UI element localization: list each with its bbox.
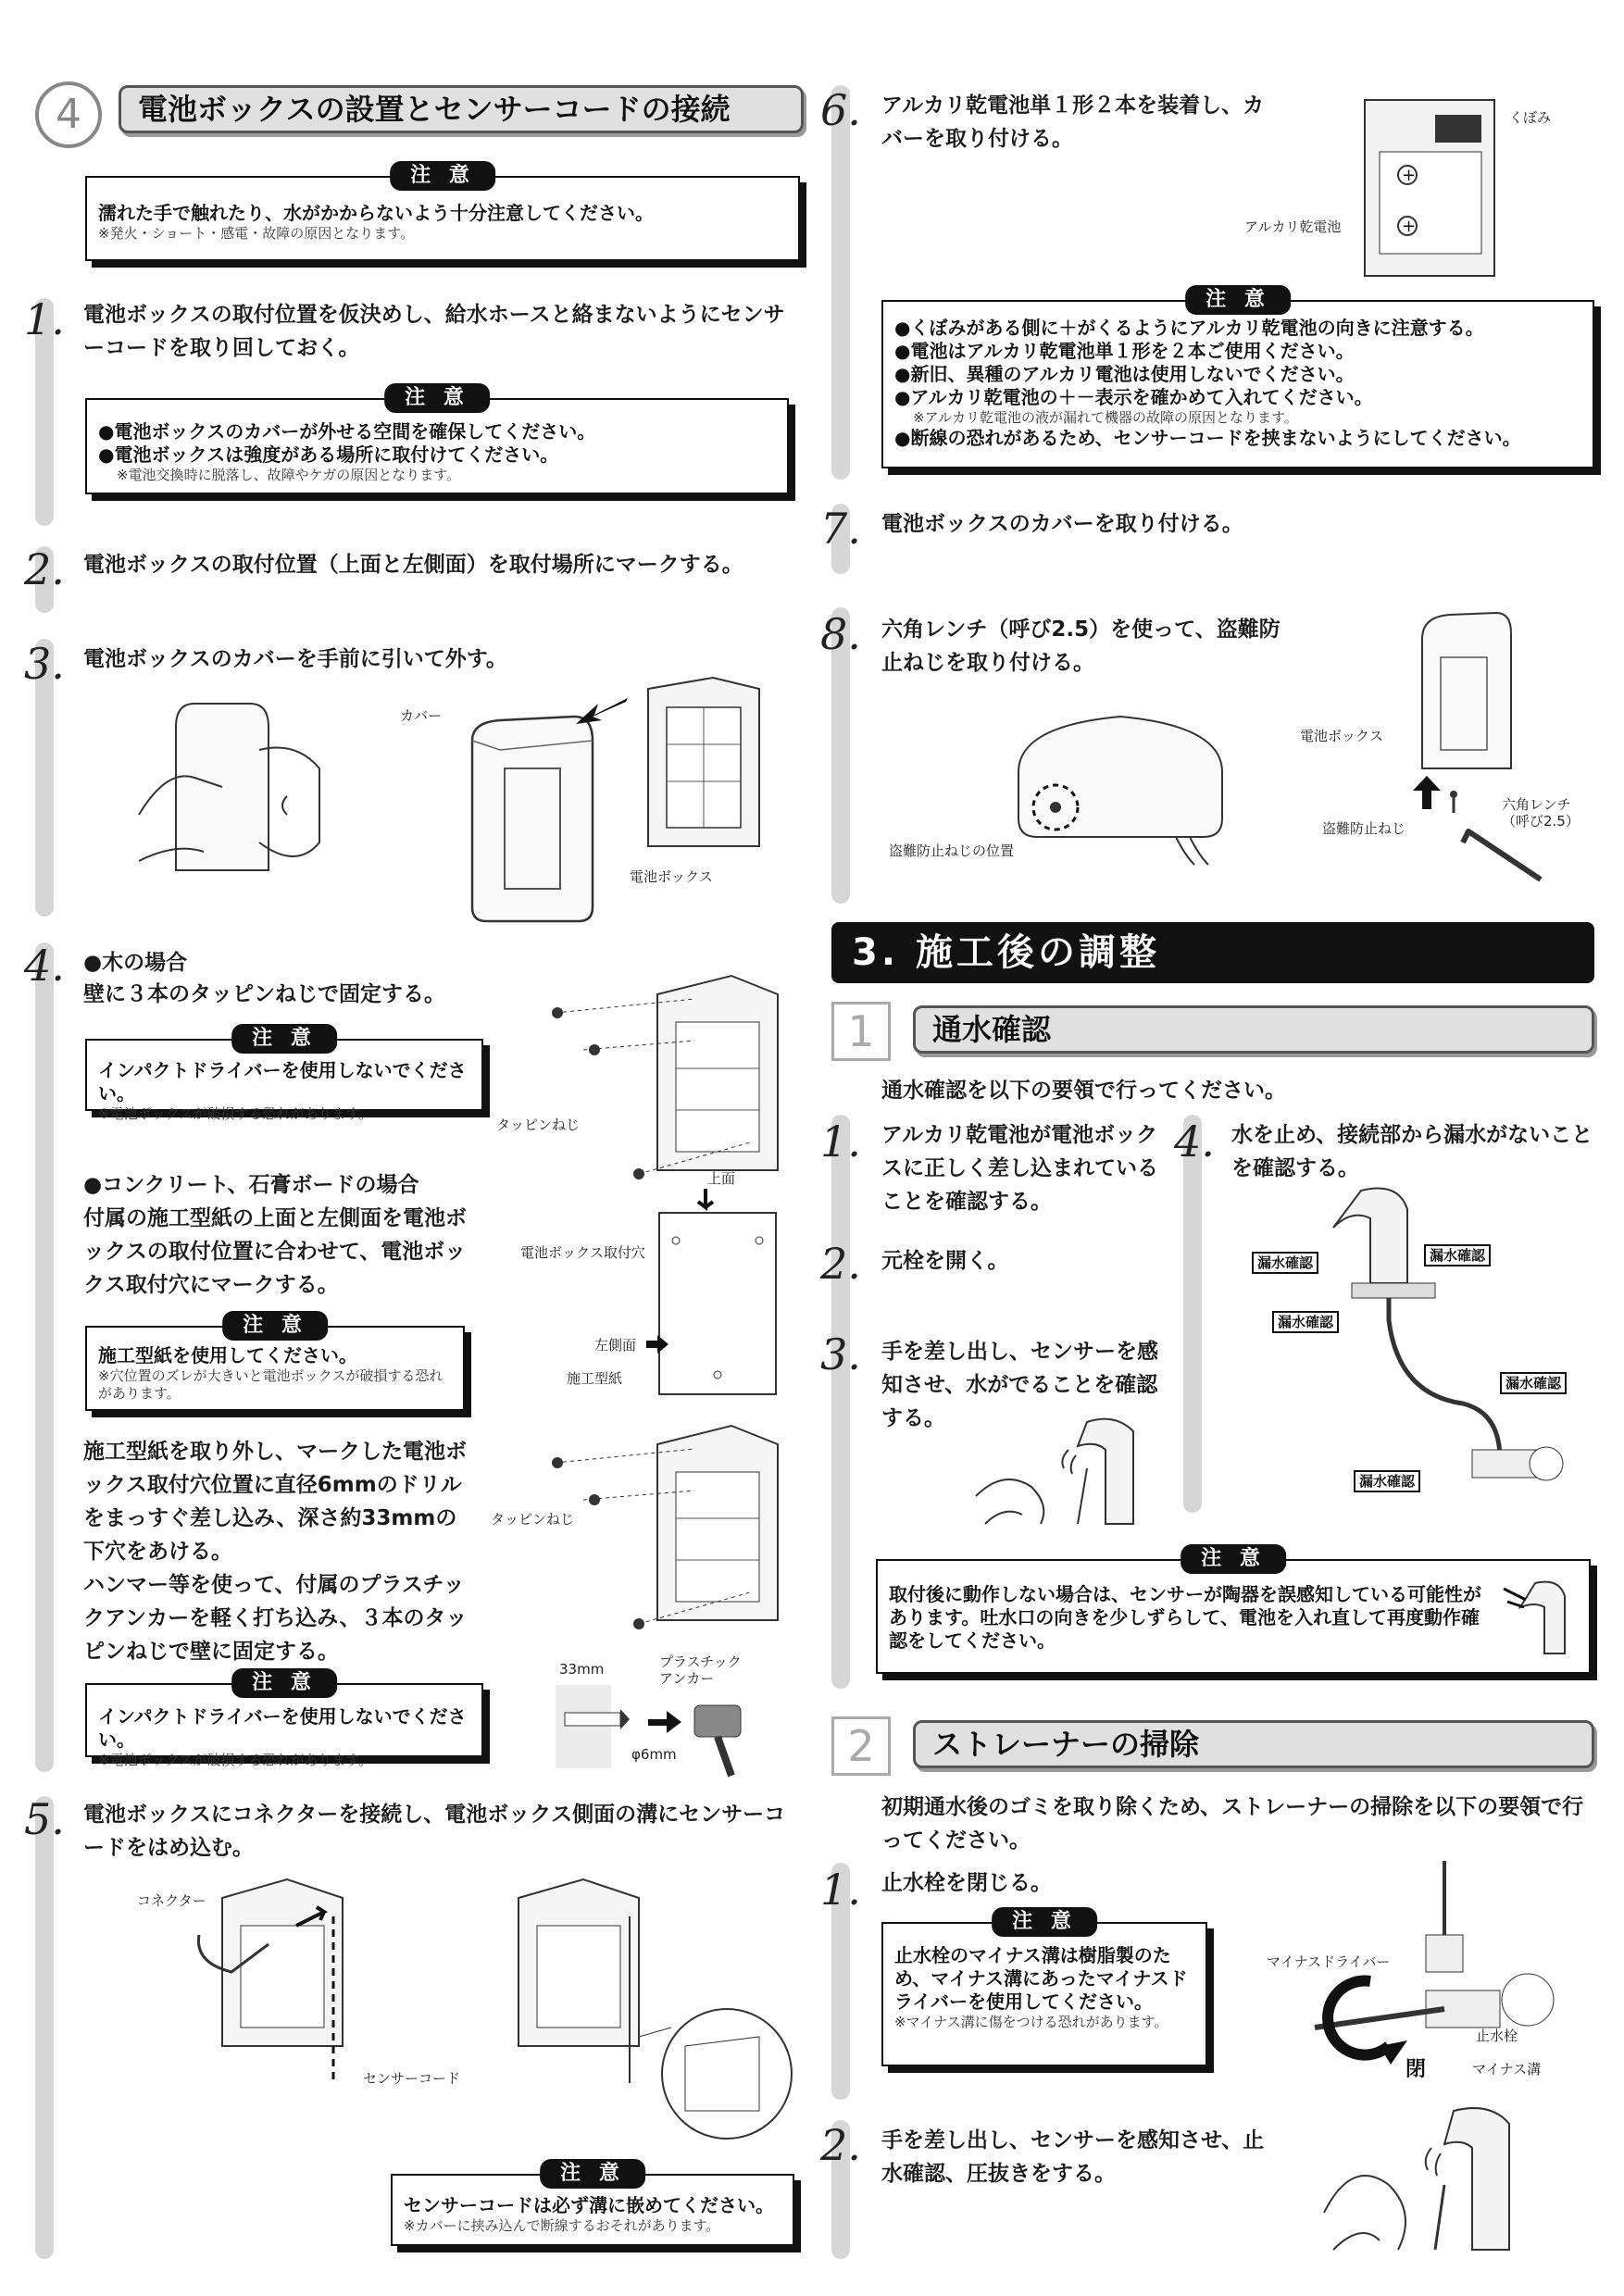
illustration-hands-cover bbox=[139, 685, 324, 898]
illustration-concrete-mount bbox=[546, 1407, 787, 1639]
label-left-side: 左側面 bbox=[594, 1337, 637, 1354]
step-number: 2. bbox=[820, 1239, 861, 1289]
arrow-right-icon bbox=[644, 1335, 668, 1354]
label-mount-hole: 電池ボックス取付穴 bbox=[520, 1244, 645, 1261]
caution-line: ●くぼみがある側に＋がくるようにアルカリ乾電池の向きに注意する。 bbox=[894, 317, 1484, 339]
step-bar bbox=[35, 942, 54, 1772]
illustration-anchor-hammer bbox=[556, 1685, 787, 1778]
label-antitheft-screw: 盗難防止ねじ bbox=[1322, 820, 1406, 837]
label-hex-wrench: 六角レンチ （呼び2.5） bbox=[1502, 796, 1580, 830]
step-text: 六角レンチ（呼び2.5）を使って、盗難防止ねじを取り付ける。 bbox=[881, 618, 1280, 675]
svg-text:+: + bbox=[1402, 166, 1417, 185]
caution-note: ※カバーに挟み込んで断線するおそれがあります。 bbox=[404, 2217, 720, 2234]
caution-line: ●電池ボックスは強度がある場所に取付けてください。 bbox=[98, 443, 559, 466]
step-text: 水を止め、接続部から漏水がないことを確認する。 bbox=[1231, 1123, 1593, 1180]
caution-note: ※電池ボックスが破損する恐れがあります。 bbox=[98, 1752, 373, 1768]
label-tapping-screw: タッピンねじ bbox=[491, 1511, 575, 1528]
step-text: 電池ボックスのカバーを取り付ける。 bbox=[881, 512, 1243, 536]
leak-check-label: 漏水確認 bbox=[1424, 1244, 1491, 1267]
illustration-hand-sensor bbox=[1315, 2102, 1555, 2259]
step-number: 1. bbox=[820, 1117, 861, 1167]
label-diameter: φ6mm bbox=[631, 1746, 677, 1763]
caution-tag: 注 意 bbox=[1181, 1544, 1286, 1574]
caution-box-groove bbox=[391, 2162, 794, 2246]
label-screw-position: 盗難防止ねじの位置 bbox=[889, 842, 1015, 859]
sub-number: 1 bbox=[831, 1002, 891, 1061]
section-3-title: 3. 施工後の調整 bbox=[831, 922, 1594, 983]
step-text: 電池ボックスのカバーを手前に引いて外す。 bbox=[83, 647, 507, 671]
caution-note: ※電池交換時に脱落し、故障やケガの原因となります。 bbox=[117, 467, 461, 483]
illustration-faucet-angle bbox=[1498, 1574, 1572, 1657]
label-tapping-screw: タッピンねじ bbox=[496, 1117, 581, 1133]
step-text: 電池ボックスの取付位置を仮決めし、給水ホースと絡まないようにセンサーコードを取り回しておく。 bbox=[83, 303, 785, 360]
step-number: 3. bbox=[24, 639, 65, 689]
illustration-wood-mount bbox=[546, 957, 787, 1189]
caution-line: 施工型紙を使用してください。 bbox=[98, 1344, 357, 1366]
caution-box-battery bbox=[881, 288, 1594, 468]
step-number: 2. bbox=[820, 2120, 861, 2170]
step-number: 3. bbox=[820, 1329, 861, 1379]
label-sensor-code: センサーコード bbox=[363, 2070, 461, 2087]
step-number: 5. bbox=[24, 1794, 65, 1844]
step-number: 7. bbox=[820, 504, 861, 554]
svg-text:+: + bbox=[1402, 217, 1417, 236]
label-cover: カバー bbox=[400, 707, 443, 724]
step-bar bbox=[35, 1796, 54, 2259]
arrow-pull-icon bbox=[574, 693, 630, 730]
step-text: 電池ボックスにコネクターを接続し、電池ボックス側面の溝にセンサーコードをはめ込む。 bbox=[83, 1803, 786, 1860]
caution-box-space bbox=[85, 386, 789, 494]
illustration-hand-faucet bbox=[976, 1413, 1161, 1533]
illustration-groove bbox=[500, 1861, 796, 2139]
caution-box-impact-1 bbox=[85, 1027, 483, 1122]
step-number: 1. bbox=[24, 294, 65, 344]
caution-box-water bbox=[85, 164, 800, 261]
concrete-heading: ●コンクリート、石膏ボードの場合 bbox=[83, 1173, 419, 1197]
sub-title: 通水確認 bbox=[913, 1005, 1594, 1054]
step-text: 元栓を開く。 bbox=[881, 1249, 1009, 1273]
illustration-stop-valve bbox=[1315, 1861, 1593, 2092]
label-battery-box: 電池ボックス bbox=[630, 868, 713, 885]
step-text: アルカリ乾電池が電池ボックスに正しく差し込まれていることを確認する。 bbox=[881, 1123, 1158, 1214]
step-number: 6. bbox=[820, 85, 861, 135]
label-close: 閉 bbox=[1405, 2058, 1427, 2081]
caution-box-driver bbox=[881, 1910, 1207, 2066]
step-text: 電池ボックスの取付位置（上面と左側面）を取付場所にマークする。 bbox=[83, 553, 743, 577]
leak-check-label: 漏水確認 bbox=[1354, 1470, 1420, 1492]
caution-note: ※穴位置のズレが大きいと電池ボックスが破損する恐れがあります。 bbox=[98, 1367, 443, 1402]
label-template-paper: 施工型紙 bbox=[567, 1370, 623, 1387]
label-connector: コネクター bbox=[137, 1892, 206, 1909]
caution-tag: 注 意 bbox=[384, 383, 490, 413]
leak-check-label: 漏水確認 bbox=[1500, 1372, 1567, 1394]
caution-note: ※発火・ショート・感電・故障の原因となります。 bbox=[98, 225, 415, 242]
step-number: 4. bbox=[1174, 1117, 1215, 1167]
caution-tag: 注 意 bbox=[1185, 285, 1291, 315]
caution-tag: 注 意 bbox=[231, 1024, 337, 1054]
caution-tag: 注 意 bbox=[222, 1311, 328, 1341]
section-title: 電池ボックスの設置とセンサーコードの接続 bbox=[119, 85, 804, 133]
step-bar bbox=[831, 85, 850, 480]
caution-tag: 注 意 bbox=[390, 161, 495, 191]
caution-line: ●断線の恐れがあるため、センサーコードを挟まないようにしてください。 bbox=[894, 427, 1521, 449]
caution-line: 止水栓のマイナス溝は樹脂製のため、マイナス溝にあったマイナスドライバーを使用してください。 bbox=[894, 1944, 1188, 2013]
caution-line: センサーコードは必ず溝に嵌めてください。 bbox=[404, 2194, 774, 2216]
caution-box-impact-2 bbox=[85, 1671, 483, 1768]
label-depth: 33mm bbox=[559, 1661, 605, 1678]
illustration-battery-box bbox=[639, 670, 768, 855]
caution-line: インパクトドライバーを使用しないでください。 bbox=[98, 1059, 467, 1104]
step-number: 2. bbox=[24, 544, 65, 594]
step-text: 手を差し出し、センサーを感知させ、止水確認、圧抜きをする。 bbox=[881, 2128, 1265, 2186]
step-number: 8. bbox=[820, 609, 861, 659]
step-bar bbox=[831, 1115, 850, 1689]
wood-heading: ●木の場合 bbox=[83, 951, 188, 975]
sub-intro: 初期通水後のゴミを取り除くため、ストレーナーの掃除を以下の要領で行ってください。 bbox=[881, 1795, 1584, 1853]
caution-line: ●新旧、異種のアルカリ電池は使用しないでください。 bbox=[894, 363, 1355, 385]
caution-line: インパクトドライバーを使用しないでください。 bbox=[98, 1705, 467, 1751]
hammer-text: ハンマー等を使って、付属のプラスチックアンカーを軽く打ち込み、３本のタッピンねじで壁に固定する。 bbox=[83, 1573, 468, 1664]
sub-intro: 通水確認を以下の要領で行ってください。 bbox=[881, 1079, 1286, 1103]
caution-note: ※マイナス溝に傷をつける恐れがあります。 bbox=[894, 2014, 1168, 2030]
label-minus-driver: マイナスドライバー bbox=[1267, 1953, 1391, 1970]
caution-line: 取付後に動作しない場合は、センサーが陶器を誤感知している可能性があります。吐水口の向きを少しずらして、電池を入れ直して再度動作確認をしてください。 bbox=[889, 1583, 1481, 1652]
sub-number: 2 bbox=[831, 1716, 891, 1776]
concrete-text: 付属の施工型紙の上面と左側面を電池ボックスの取付位置に合わせて、電池ボックス取付穴にマークする。 bbox=[83, 1206, 467, 1297]
section-number: 4 bbox=[35, 81, 102, 148]
caution-box-sensor bbox=[876, 1547, 1591, 1674]
label-box: 電池ボックス bbox=[1300, 728, 1383, 744]
caution-tag: 注 意 bbox=[231, 1668, 337, 1698]
caution-line: 濡れた手で触れたり、水がかからないよう十分注意してください。 bbox=[98, 202, 654, 224]
illustration-connector bbox=[194, 1861, 361, 2102]
step-bar bbox=[1183, 1115, 1202, 1513]
step-text: 手を差し出し、センサーを感知させ、水がでることを確認する。 bbox=[881, 1340, 1158, 1430]
step-text: 止水栓を閉じる。 bbox=[881, 1871, 1052, 1895]
step-number: 1. bbox=[820, 1865, 861, 1915]
caution-line: ●電池ボックスのカバーが外せる空間を確保してください。 bbox=[98, 420, 596, 443]
caution-tag: 注 意 bbox=[540, 2159, 645, 2189]
label-alkaline-battery: アルカリ乾電池 bbox=[1244, 218, 1342, 235]
arrow-up-icon bbox=[1413, 776, 1441, 809]
template-paper bbox=[657, 1185, 778, 1398]
caution-box-template bbox=[85, 1314, 465, 1411]
step-number: 4. bbox=[24, 941, 65, 991]
illustration-battery-install bbox=[1361, 96, 1500, 281]
leak-check-label: 漏水確認 bbox=[1272, 1311, 1339, 1333]
label-top: 上面 bbox=[707, 1170, 736, 1187]
caution-note: ※アルカリ乾電池の液が漏れて機器の故障の原因となります。 bbox=[913, 409, 1298, 426]
label-minus-slot: マイナス溝 bbox=[1472, 2061, 1542, 2078]
sub-title: ストレーナーの掃除 bbox=[913, 1720, 1594, 1768]
caution-note: ※電池ボックスが破損する恐れがあります。 bbox=[98, 1105, 373, 1122]
label-stop-valve: 止水栓 bbox=[1476, 2028, 1518, 2044]
label-kubomi: くぼみ bbox=[1509, 109, 1552, 126]
illustration-cover-front bbox=[1413, 611, 1515, 778]
illustration-leak-check bbox=[1296, 1181, 1574, 1515]
illustration-screw-position bbox=[1009, 698, 1231, 865]
caution-tag: 注 意 bbox=[992, 1907, 1097, 1937]
wood-text: 壁に３本のタッピンねじで固定する。 bbox=[83, 982, 445, 1006]
illustration-cover bbox=[463, 713, 602, 926]
drill-text: 施工型紙を取り外し、マークした電池ボックス取付穴位置に直径6mmのドリルをまっすぐ差し込み、深さ約33mmの下穴をあける。 bbox=[83, 1440, 467, 1564]
step-text: アルカリ乾電池単１形２本を装着し、カバーを取り付ける。 bbox=[881, 94, 1265, 151]
leak-check-label: 漏水確認 bbox=[1252, 1252, 1318, 1274]
caution-line: ●電池はアルカリ乾電池単１形を２本ご使用ください。 bbox=[894, 340, 1355, 362]
caution-line: ●アルカリ乾電池の＋－表示を確かめて入れてください。 bbox=[894, 386, 1373, 408]
label-anchor: プラスチック アンカー bbox=[659, 1653, 742, 1687]
